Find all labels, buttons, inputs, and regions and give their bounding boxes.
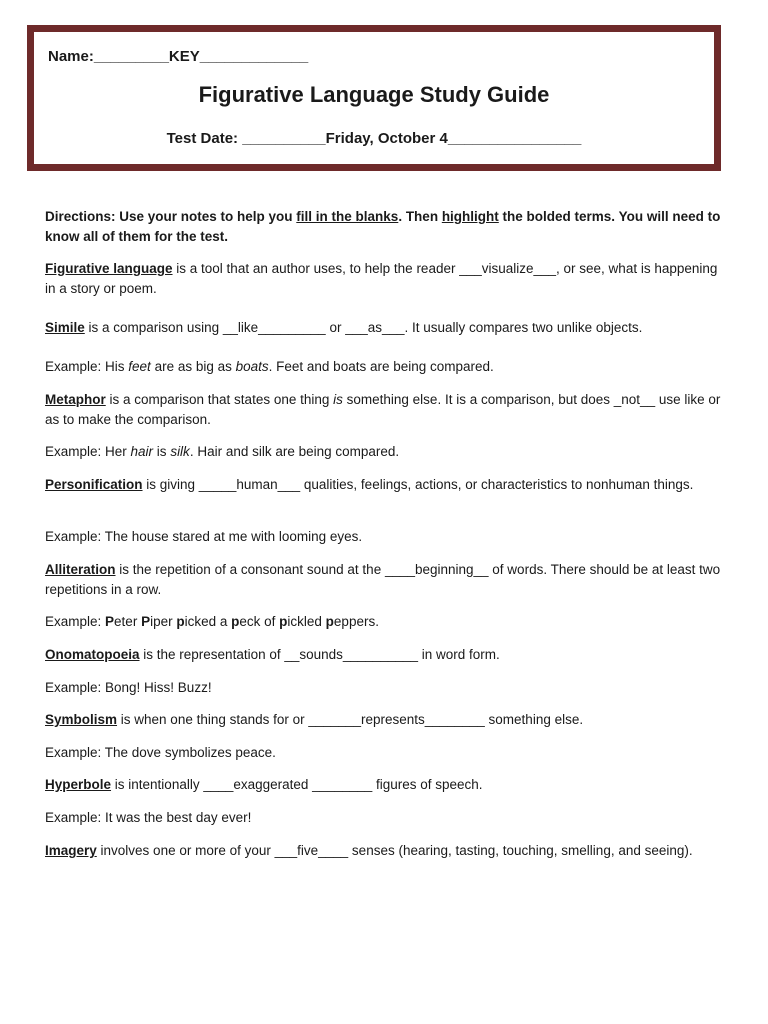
page-title: Figurative Language Study Guide xyxy=(198,82,550,107)
term-simile: Simile xyxy=(45,320,85,335)
header-box xyxy=(27,25,721,171)
definition-figurative-language: Figurative language is a tool that an author uses, to help the reader ___visualize___, or see, what is happening in a story or poem. xyxy=(45,261,718,296)
definition-simile: Simile is a comparison using __like_________ or ___as___. It usually compares two unlike objects. xyxy=(45,320,643,335)
term-onomatopoeia: Onomatopoeia xyxy=(45,647,140,662)
term-personification: Personification xyxy=(45,477,143,492)
example-hyperbole: Example: It was the best day ever! xyxy=(45,810,252,825)
term-metaphor: Metaphor xyxy=(45,392,106,407)
term-symbolism: Symbolism xyxy=(45,712,118,727)
example-personification: Example: The house stared at me with looming eyes. xyxy=(45,529,363,544)
test-date: Test Date: __________Friday, October 4________________ xyxy=(166,130,582,147)
example-onomatopoeia: Example: Bong! Hiss! Buzz! xyxy=(45,680,212,695)
fill-in-blanks-text: fill in the blanks xyxy=(296,209,399,224)
term-imagery: Imagery xyxy=(45,843,97,858)
term-hyperbole: Hyperbole xyxy=(45,777,112,792)
definition-onomatopoeia: Onomatopoeia is the representation of __sounds__________ in word form. xyxy=(45,647,500,662)
definition-imagery: Imagery involves one or more of your ___five____ senses (hearing, tasting, touching, smelling, and seeing). xyxy=(45,843,693,858)
name-line: Name:_________KEY_____________ xyxy=(48,48,309,65)
example-simile: Example: His feet are as big as boats. Feet and boats are being compared. xyxy=(45,359,494,374)
term-alliteration: Alliteration xyxy=(45,562,116,577)
example-symbolism: Example: The dove symbolizes peace. xyxy=(45,745,276,760)
definition-symbolism: Symbolism is when one thing stands for or _______represents________ something else. xyxy=(45,712,584,727)
definition-alliteration: Alliteration is the repetition of a consonant sound at the ____beginning__ of words. There should be at least two repetitions in a row. xyxy=(45,562,721,597)
directions: Directions: Use your notes to help you fill in the blanks. Then highlight the bolded terms. You will need to know all of them for the test. xyxy=(45,209,721,244)
example-metaphor: Example: Her hair is silk. Hair and silk are being compared. xyxy=(45,444,400,459)
definition-personification: Personification is giving _____human___ qualities, feelings, actions, or characteristics to nonhuman things. xyxy=(45,477,694,492)
term-figurative-language: Figurative language xyxy=(45,261,173,276)
definition-metaphor: Metaphor is a comparison that states one thing is something else. It is a comparison, but does _not__ use like or as to make the comparison. xyxy=(45,392,721,427)
definition-hyperbole: Hyperbole is intentionally ____exaggerated ________ figures of speech. xyxy=(45,777,483,792)
highlight-text: highlight xyxy=(441,209,499,224)
example-alliteration: Example: Peter Piper picked a peck of pickled peppers. xyxy=(45,614,379,629)
